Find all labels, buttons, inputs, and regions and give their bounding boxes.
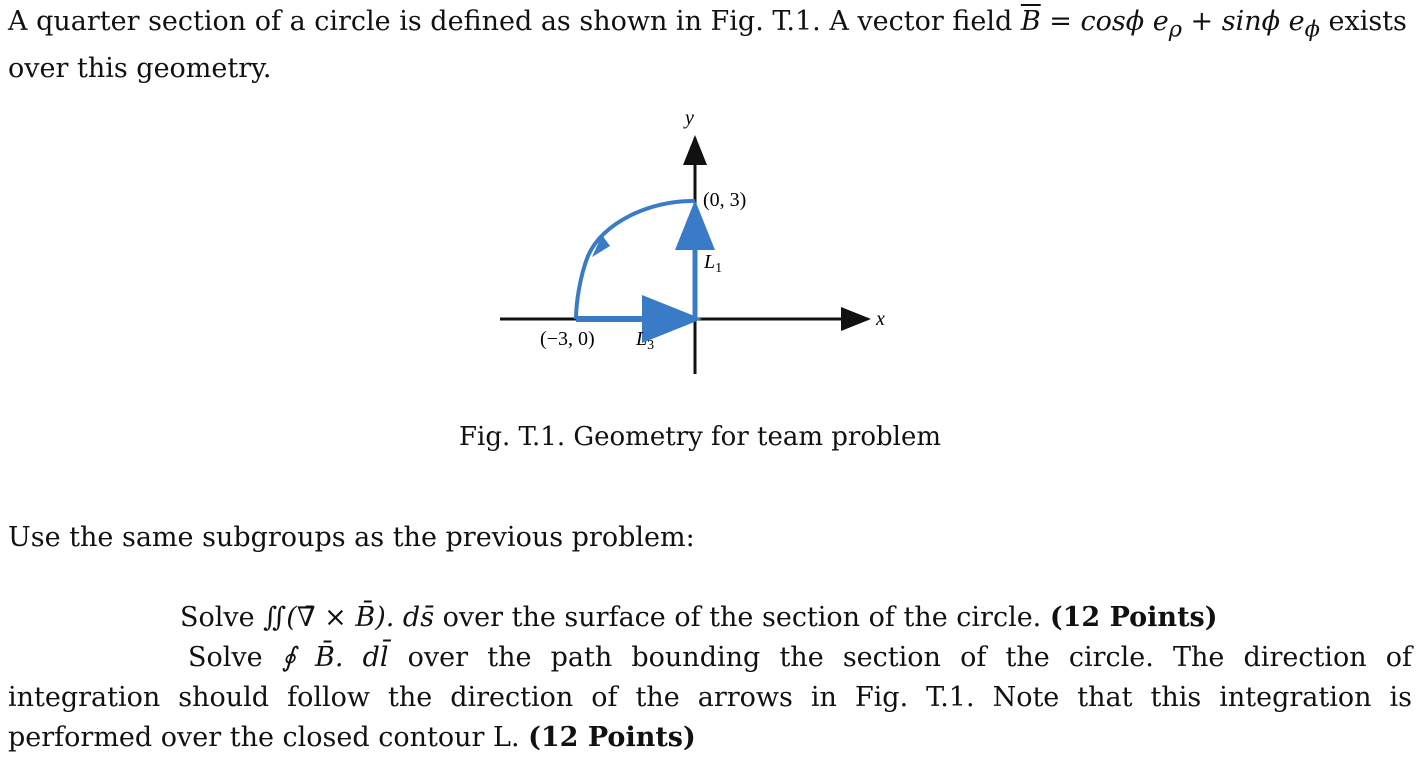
vector-b: $\overline{B}$ <box>1020 6 1041 37</box>
x-axis-label: x <box>876 308 885 330</box>
subscript-phi: ϕ <box>1304 16 1320 43</box>
point-top-label: (0, 3) <box>703 189 747 211</box>
figure-caption: Fig. T.1. Geometry for team problem <box>458 422 941 452</box>
segment-l3-label: $L_3$ <box>636 328 655 353</box>
task-surface-integral: Solve ∬(∇̄ × B̄). ds̄ over the surface of the section of the circle. (12 Points) <box>180 602 1218 633</box>
equation-part-2: + sinϕ e <box>1181 6 1305 37</box>
arc-segment <box>576 201 695 319</box>
points-label: (12 Points) <box>1049 602 1218 633</box>
points-label: (12 Points) <box>528 722 696 753</box>
subscript-rho: ρ <box>1168 16 1182 43</box>
point-left-label: (−3, 0) <box>540 328 595 350</box>
equation-part-1: = cosϕ e <box>1040 6 1169 37</box>
geometry-figure <box>490 98 910 388</box>
subgroups-text: Use the same subgroups as the previous problem: <box>8 522 695 553</box>
y-axis-label: y <box>685 107 694 129</box>
intro-text: A quarter section of a circle is defined as shown in Fig. T.1. A vector field <box>8 6 1021 37</box>
intro-tail: exists over this geometry. <box>8 6 1407 85</box>
segment-l1-label: $L_1$ <box>704 251 723 276</box>
task-line-integral: Solve ∮ B̄. dl̄ over the path bounding the section of the circle. The direction of integration should follow the direction of the arrows in Fig. T.1. Note that this integration is performed over the closed contour L. (12 Points) <box>8 642 1412 753</box>
surface-integral-expression: ∬(∇̄ × B̄). ds̄ <box>263 602 435 633</box>
line-integral-expression: ∮ B̄. dl̄ <box>281 642 389 673</box>
intro-paragraph <box>8 2 1412 89</box>
